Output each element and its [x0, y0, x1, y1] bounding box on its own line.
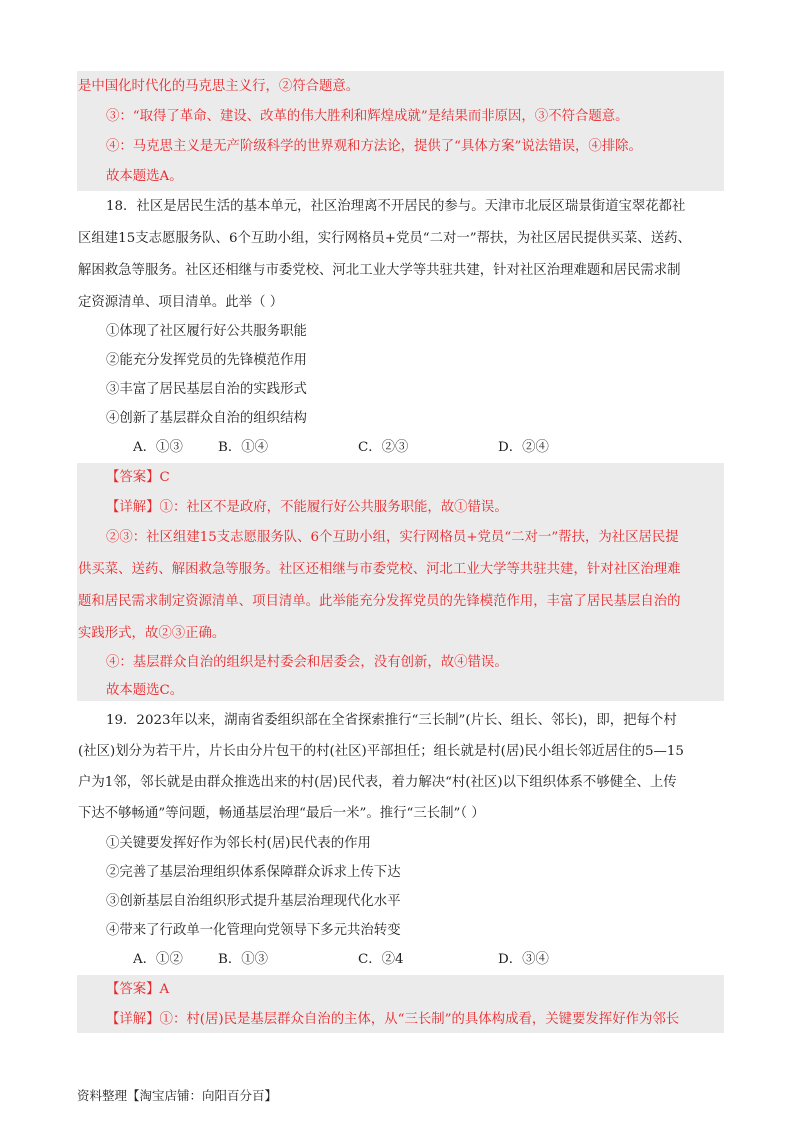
q19-item: ③创新基层自治组织形式提升基层治理现代化水平 [106, 894, 401, 909]
q19-option-a: A．①② [133, 952, 183, 967]
q18-answer: 【答案】C [106, 470, 170, 485]
q19-option-b: B．①③ [218, 952, 269, 967]
q18-analysis-line: ④：基层群众自治的组织是村委会和居委会，没有创新，故④错误。 [106, 655, 508, 670]
q18-stem-line: 18．社区是居民生活的基本单元，社区治理离不开居民的参与。天津市北辰区瑞景街道宝翠花都社 [106, 199, 686, 214]
q18-option-d: D．②④ [498, 440, 549, 455]
q19-item: ②完善了基层治理组织体系保障群众诉求上传下达 [106, 865, 401, 880]
q18-analysis-line: 实践形式，故②③正确。 [78, 626, 226, 641]
q18-option-b: B．①④ [218, 440, 269, 455]
q19-stem-line: (社区)划分为若干片，片长由分片包干的村(社区)平部担任；组长就是村(居)民小组长邻近居住的5—15 [78, 744, 684, 759]
q18-analysis-line: 【详解】①：社区不是政府，不能履行好公共服务职能，故①错误。 [106, 500, 508, 515]
q19-stem-line: 19．2023年以来，湖南省委组织部在全省探索推行“三长制”(片长、组长、邻长)，即，把每个村 [106, 713, 677, 728]
q18-item: ①体现了社区履行好公共服务职能 [106, 324, 307, 339]
q19-option-c: C．②4 [358, 952, 404, 967]
q18-stem-line: 解困救急等服务。社区还相继与市委党校、河北工业大学等共驻共建，针对社区治理难题和居民需求制 [78, 263, 681, 278]
q18-option-c: C．②③ [358, 440, 409, 455]
q19-answer: 【答案】A [106, 982, 170, 997]
q19-option-d: D．③④ [498, 952, 549, 967]
q18-item: ②能充分发挥党员的先锋模范作用 [106, 353, 307, 368]
q18-analysis-line: 故本题选C。 [106, 683, 184, 698]
q18-stem-line: 定资源清单、项目清单。此举（ ） [78, 295, 284, 310]
prev-analysis-line: ③：“取得了革命、建设、改革的伟大胜利和辉煌成就”是结果而非原因，③不符合题意。 [106, 109, 629, 124]
q19-stem-line: 下达不够畅通”等问题，畅通基层治理“最后一米”。推行“三长制”（ ） [78, 806, 485, 821]
prev-analysis-line: 是中国化时代化的马克思主义行，②符合题意。 [78, 79, 360, 94]
prev-analysis-line: ④：马克思主义是无产阶级科学的世界观和方法论，提供了“具体方案”说法错误，④排除。 [106, 139, 642, 154]
q18-item: ③丰富了居民基层自治的实践形式 [106, 382, 307, 397]
q18-analysis-line: 题和居民需求制定资源清单、项目清单。此举能充分发挥党员的先锋模范作用，丰富了居民基层自治的 [78, 594, 681, 609]
q19-analysis-line: 【详解】①：村(居)民是基层群众自治的主体，从“三长制”的具体构成看，关键要发挥好作为邻长 [106, 1012, 680, 1027]
q19-item: ①关键要发挥好作为邻长村(居)民代表的作用 [106, 836, 371, 851]
page-footer: 资料整理【淘宝店铺：向阳百分百】 [77, 1088, 278, 1103]
q18-analysis-line: ②③：社区组建15支志愿服务队、6个互助小组，实行网格员+党员“二对一”帮扶，为社区居民提 [106, 530, 679, 545]
q18-item: ④创新了基层群众自治的组织结构 [106, 411, 307, 426]
q19-item: ④带来了行政单一化管理向党领导下多元共治转变 [106, 923, 401, 938]
q18-option-a: A．①③ [133, 440, 183, 455]
q19-stem-line: 户为1邻，邻长就是由群众推选出来的村(居)民代表，着力解决“村(社区)以下组织体系不够健全、上传 [78, 775, 677, 790]
q18-stem-line: 区组建15支志愿服务队、6个互助小组，实行网格员+党员“二对一”帮扶，为社区居民提供买菜、送药、 [78, 231, 691, 246]
prev-analysis-line: 故本题选A。 [106, 169, 183, 184]
q18-analysis-line: 供买菜、送药、解困救急等服务。社区还相继与市委党校、河北工业大学等共驻共建，针对社区治理难 [78, 562, 681, 577]
